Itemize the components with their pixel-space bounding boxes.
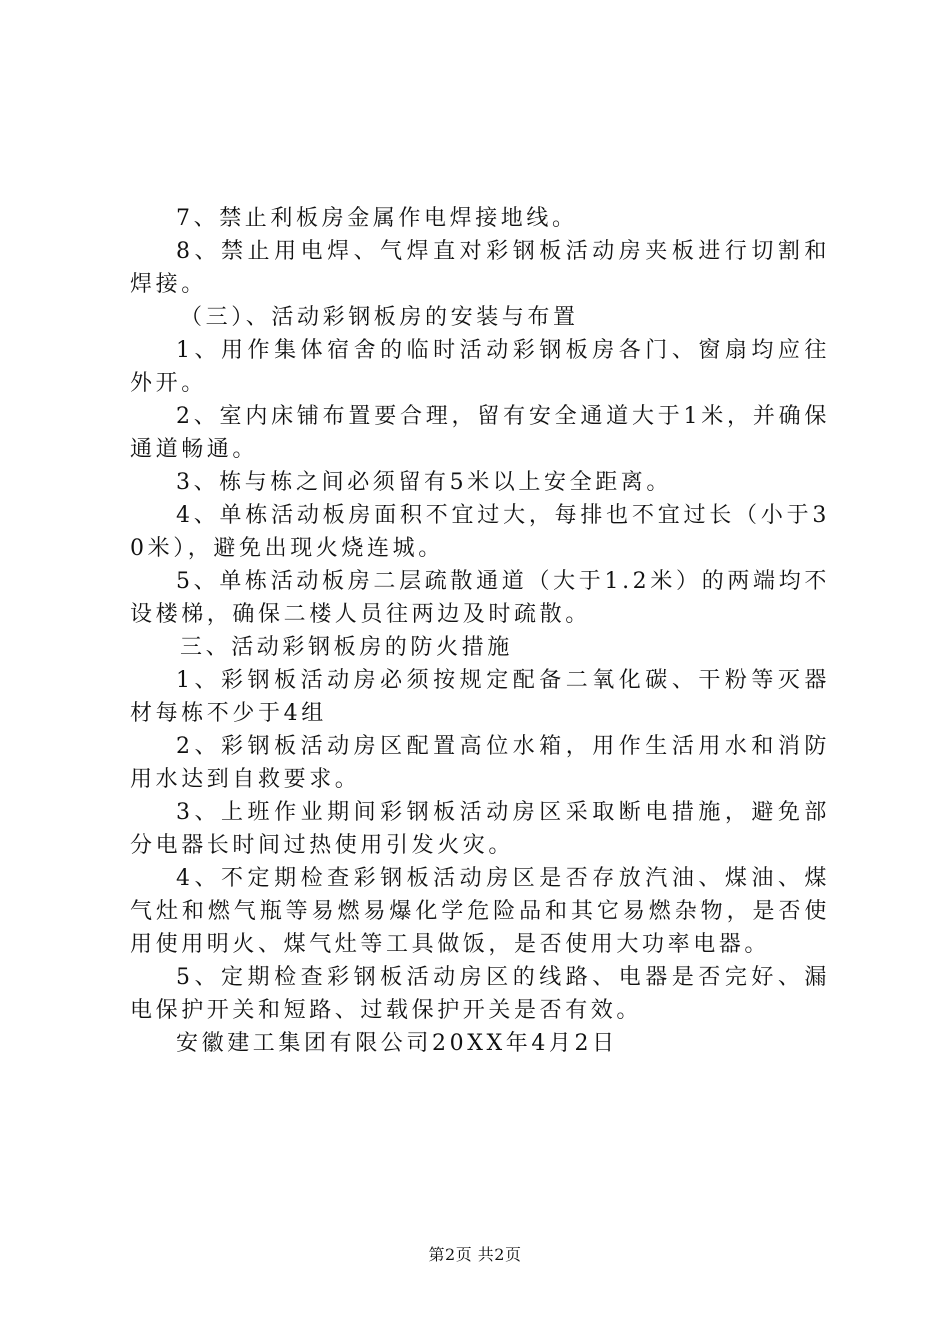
paragraph-fire-2: 2、彩钢板活动房区配置高位水箱，用作生活用水和消防用水达到自救要求。: [130, 734, 830, 792]
paragraph-fire-1: 1、彩钢板活动房必须按规定配备二氧化碳、干粉等灭器材每栋不少于4组: [130, 668, 830, 726]
paragraph-fire-4: 4、不定期检查彩钢板活动房区是否存放汽油、煤油、煤气灶和燃气瓶等易燃易爆化学危险品和其它易燃杂物，是否使用使用明火、煤气灶等工具做饭，是否使用大功率电器。: [130, 866, 830, 957]
paragraph-installation-2: 2、室内床铺布置要合理，留有安全通道大于1米，并确保通道畅通。: [130, 404, 830, 462]
paragraph-fire-5: 5、定期检查彩钢板活动房区的线路、电器是否完好、漏电保护开关和短路、过载保护开关是否有效。: [130, 965, 830, 1023]
paragraph-installation-3: 3、栋与栋之间必须留有5米以上安全距离。: [176, 470, 672, 495]
paragraph-installation-4: 4、单栋活动板房面积不宜过大，每排也不宜过长（小于30米），避免出现火烧连城。: [130, 503, 830, 561]
section-heading-installation: （三）、活动彩钢板房的安装与布置: [180, 305, 579, 330]
paragraph-installation-5: 5、单栋活动板房二层疏散通道（大于1.2米）的两端均不设楼梯，确保二楼人员往两边及时疏散。: [130, 569, 830, 627]
paragraph-fire-3: 3、上班作业期间彩钢板活动房区采取断电措施，避免部分电器长时间过热使用引发火灾。: [130, 800, 830, 858]
paragraph-installation-1: 1、用作集体宿舍的临时活动彩钢板房各门、窗扇均应往外开。: [130, 338, 830, 396]
signature-line: 安徽建工集团有限公司20XX年4月2日: [176, 1031, 618, 1056]
document-body: [130, 202, 830, 1060]
page-number-footer: 第2页 共2页: [428, 1245, 522, 1264]
paragraph-item-8: 8、禁止用电焊、气焊直对彩钢板活动房夹板进行切割和焊接。: [130, 239, 830, 297]
section-heading-fire-prevention: 三、活动彩钢板房的防火措施: [180, 635, 513, 660]
paragraph-item-7: 7、禁止利板房金属作电焊接地线。: [176, 206, 578, 231]
